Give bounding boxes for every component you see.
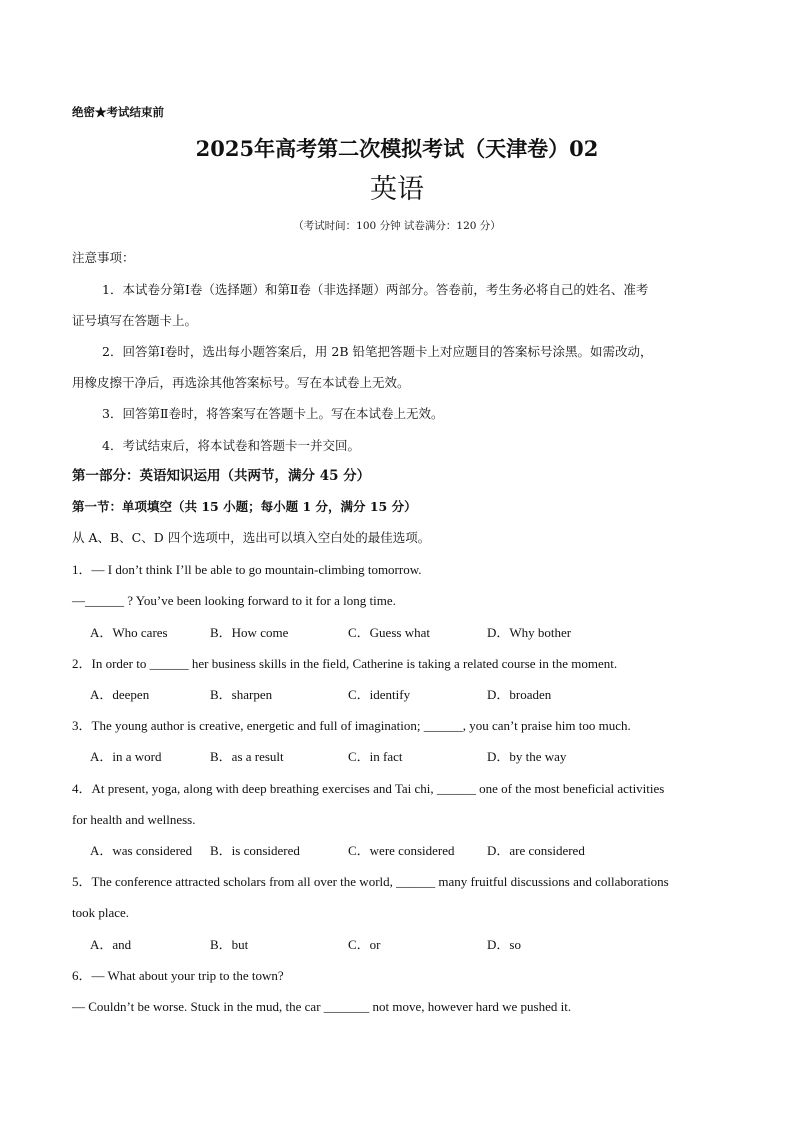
section-1-instruction: 从 A、B、C、D 四个选项中，选出可以填入空白处的最佳选项。 <box>72 530 431 545</box>
notice-item-2-line-1: 2．回答第Ⅰ卷时，选出每小题答案后，用 2B 铅笔把答题卡上对应题目的答案标号涂黑。如需改动， <box>102 344 653 359</box>
question-2-option-b: B．sharpen <box>210 687 273 702</box>
question-2-prompt: 2．In order to ______ her business skills in the field, Catherine is taking a related course in the moment. <box>72 656 618 671</box>
subject-title: 英语 <box>370 174 424 205</box>
notice-item-3: 3．回答第Ⅱ卷时，将答案写在答题卡上。写在本试卷上无效。 <box>102 406 444 421</box>
question-1-prompt-line-2: —______ ? You’ve been looking forward to it for a long time. <box>72 593 396 608</box>
question-2-option-d: D．broaden <box>487 687 552 702</box>
question-4-option-b: B．is considered <box>210 843 300 858</box>
exam-time-info: （考试时间：100 分钟 试卷满分：120 分） <box>293 220 501 232</box>
question-1-prompt-line-1: 1．— I don’t think I’ll be able to go mountain-climbing tomorrow. <box>72 562 422 577</box>
notice-item-4: 4．考试结束后，将本试卷和答题卡一并交回。 <box>102 438 360 453</box>
question-2-option-a: A．deepen <box>90 687 150 702</box>
question-2-option-c: C．identify <box>348 687 411 702</box>
question-3-prompt: 3．The young author is creative, energetic and full of imagination; ______, you can’t praise him too much. <box>72 718 631 733</box>
question-3-option-c: C．in fact <box>348 749 403 764</box>
notice-item-1-line-1: 1．本试卷分第Ⅰ卷（选择题）和第Ⅱ卷（非选择题）两部分。答卷前，考生务必将自己的姓名、准考 <box>102 282 649 297</box>
question-3-option-a: A．in a word <box>90 749 162 764</box>
question-5-prompt-line-1: 5．The conference attracted scholars from all over the world, ______ many fruitful discussions and collaborations <box>72 874 669 889</box>
question-5-option-c: C．or <box>348 937 381 952</box>
question-1-option-b: B．How come <box>210 625 289 640</box>
notice-item-1-line-2: 证号填写在答题卡上。 <box>72 313 198 328</box>
question-6-prompt-line-2: — Couldn’t be worse. Stuck in the mud, the car _______ not move, however hard we pushed it. <box>72 999 572 1014</box>
question-3-option-b: B．as a result <box>210 749 284 764</box>
question-4-option-a: A．was considered <box>90 843 193 858</box>
notice-heading: 注意事项： <box>72 250 135 265</box>
question-5-option-b: B．but <box>210 937 249 952</box>
question-5-option-a: A．and <box>90 937 132 952</box>
question-4-prompt-line-2: for health and wellness. <box>72 812 196 827</box>
exam-title: 2025年高考第二次模拟考试（天津卷）02 <box>195 136 599 161</box>
question-5-prompt-line-2: took place. <box>72 905 130 920</box>
question-4-option-d: D．are considered <box>487 843 585 858</box>
question-4-option-c: C．were considered <box>348 843 455 858</box>
question-3-option-d: D．by the way <box>487 749 567 764</box>
question-6-prompt-line-1: 6．— What about your trip to the town? <box>72 968 284 983</box>
question-1-option-a: A．Who cares <box>90 625 168 640</box>
confidential-label: 绝密★考试结束前 <box>72 105 164 119</box>
question-1-option-d: D．Why bother <box>487 625 572 640</box>
part-1-heading: 第一部分：英语知识运用（共两节，满分 45 分） <box>72 468 371 484</box>
section-1-heading: 第一节：单项填空（共 15 小题；每小题 1 分，满分 15 分） <box>72 499 417 514</box>
question-4-prompt-line-1: 4．At present, yoga, along with deep breathing exercises and Tai chi, ______ one of the most beneficial activities <box>72 781 665 796</box>
notice-item-2-line-2: 用橡皮擦干净后，再选涂其他答案标号。写在本试卷上无效。 <box>72 375 410 390</box>
question-1-option-c: C．Guess what <box>348 625 430 640</box>
question-5-option-d: D．so <box>487 937 521 952</box>
